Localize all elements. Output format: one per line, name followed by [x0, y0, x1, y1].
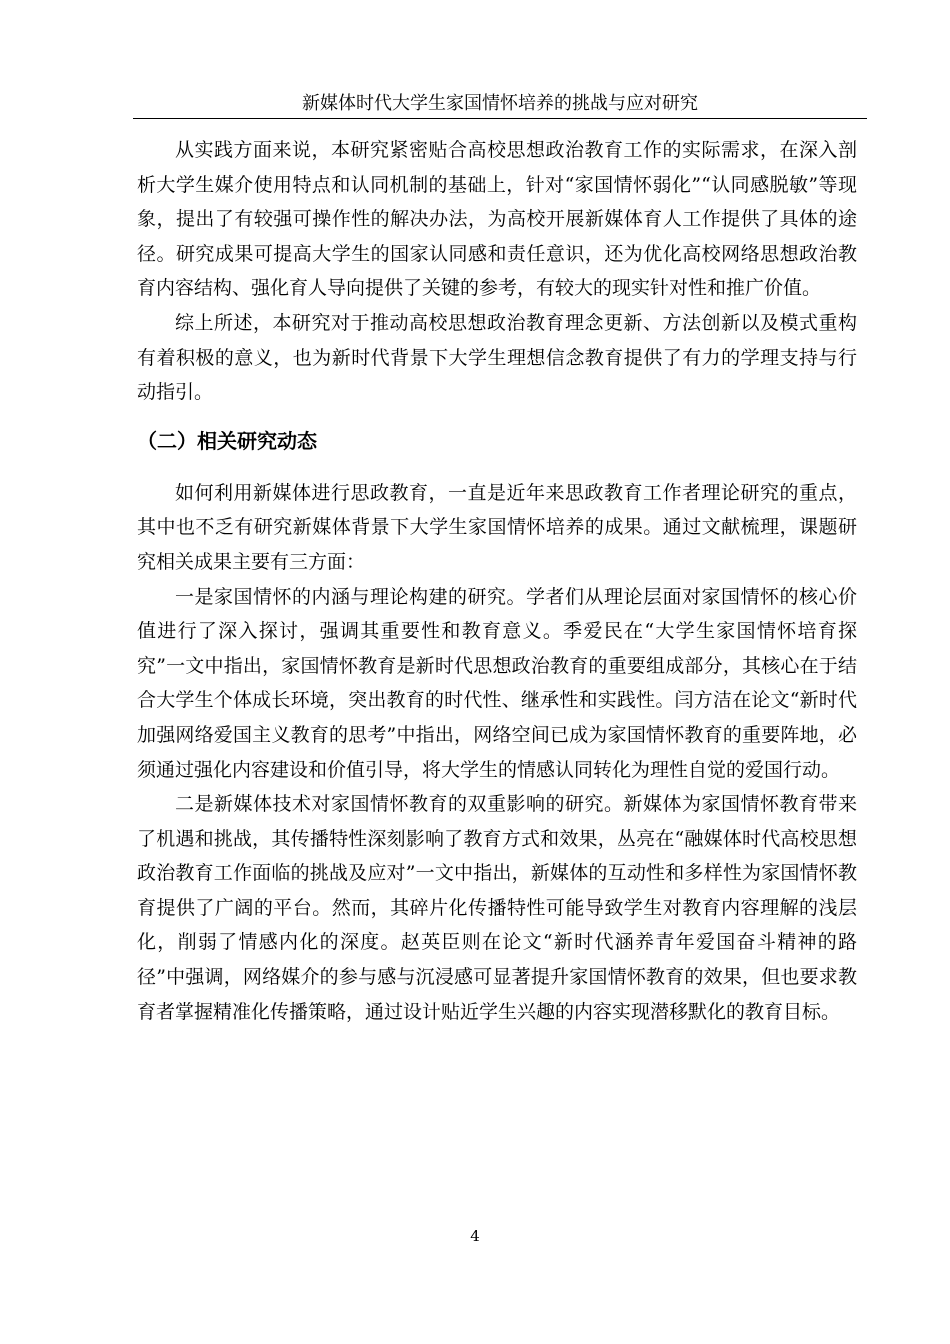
running-header [133, 90, 867, 119]
body-paragraph: 二是新媒体技术对家国情怀教育的双重影响的研究。新媒体为家国情怀教育带来了机遇和挑战，其传播特性深刻影响了教育方式和效果，丛亮在“融媒体时代高校思想政治教育工作面临的挑战及应对”一文中指出，新媒体的互动性和多样性为家国情怀教育提供了广阔的平台。然而，其碎片化传播特性可能导致学生对教育内容理解的浅层化，削弱了情感内化的深度。赵英臣则在论文“新时代涵养青年爱国奋斗精神的路径”中强调，网络媒介的参与感与沉浸感可显著提升家国情怀教育的效果，但也要求教育者掌握精准化传播策略，通过设计贴近学生兴趣的内容实现潜移默化的教育目标。 [137, 793, 857, 1023]
body-paragraph: 从实践方面来说，本研究紧密贴合高校思想政治教育工作的实际需求，在深入剖析大学生媒介使用特点和认同机制的基础上，针对“家国情怀弱化”“认同感脱敏”等现象，提出了有较强可操作性的解决办法，为高校开展新媒体育人工作提供了具体的途径。研究成果可提高大学生的国家认同感和责任意识，还为优化高校网络思想政治教育内容结构、强化育人导向提供了关键的参考，有较大的现实针对性和推广价值。 [137, 139, 857, 300]
body-paragraph: 综上所述，本研究对于推动高校思想政治教育理念更新、方法创新以及模式重构有着积极的意义，也为新时代背景下大学生理想信念教育提供了有力的学理支持与行动指引。 [137, 311, 857, 404]
body-paragraph: 如何利用新媒体进行思政教育，一直是近年来思政教育工作者理论研究的重点，其中也不乏有研究新媒体背景下大学生家国情怀培养的成果。通过文献梳理，课题研究相关成果主要有三方面： [137, 481, 857, 573]
document-body [137, 133, 857, 1029]
running-header-title: 新媒体时代大学生家国情怀培养的挑战与应对研究 [302, 93, 698, 114]
section-heading: （二）相关研究动态 [137, 428, 317, 453]
body-paragraph: 一是家国情怀的内涵与理论构建的研究。学者们从理论层面对家国情怀的核心价值进行了深入探讨，强调其重要性和教育意义。季爱民在“大学生家国情怀培育探究”一文中指出，家国情怀教育是新时代思想政治教育的重要组成部分，其核心在于结合大学生个体成长环境，突出教育的时代性、继承性和实践性。闫方洁在论文“新时代加强网络爱国主义教育的思考”中指出，网络空间已成为家国情怀教育的重要阵地，必须通过强化内容建设和价值引导，将大学生的情感认同转化为理性自觉的爱国行动。 [137, 585, 857, 781]
page-number: 4 [470, 1227, 480, 1245]
